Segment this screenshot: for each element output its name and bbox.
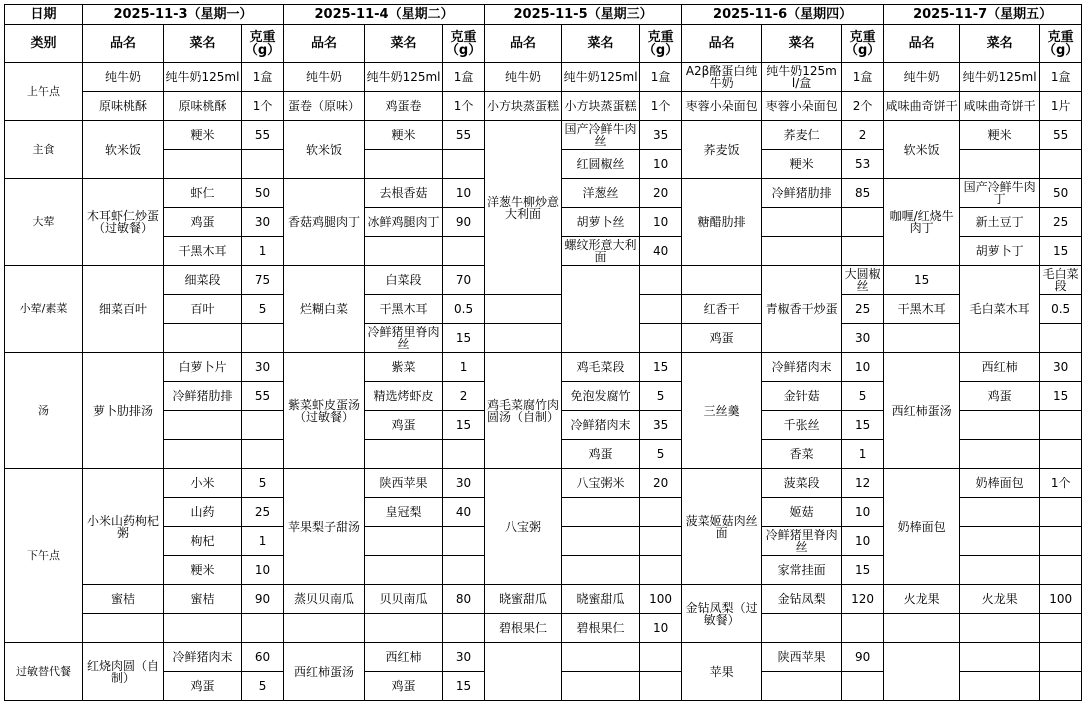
date-friday: 2025-11-7（星期五） (884, 5, 1082, 25)
weight-cell: 85 (842, 179, 884, 208)
dish-cell: 三丝羹 (682, 353, 762, 469)
weight-cell (242, 440, 284, 469)
weight-cell: 30 (443, 469, 485, 498)
weight-cell: 2 (842, 121, 884, 150)
dish-cell: 咖喱/红烧牛肉丁 (884, 179, 960, 266)
dish-cell (83, 614, 164, 643)
weight-cell (443, 237, 485, 266)
ingredient-cell (164, 411, 242, 440)
category-morning-snack: 上午点 (5, 63, 83, 121)
ingredient-cell: 鸡蛋 (682, 324, 762, 353)
ingredient-cell: 纯牛奶125ml (562, 63, 640, 92)
ingredient-cell: 山药 (164, 498, 242, 527)
weight-cell (682, 266, 762, 295)
ingredient-cell: 原味桃酥 (164, 92, 242, 121)
ingredient-header: 菜名 (164, 25, 242, 63)
dish-cell: 木耳虾仁炒蛋（过敏餐） (83, 179, 164, 266)
dish-cell: 蜜桔 (83, 585, 164, 614)
ingredient-cell: 干黑木耳 (365, 295, 443, 324)
weight-cell: 55 (1040, 121, 1082, 150)
ingredient-cell: 鸡蛋 (365, 411, 443, 440)
dish-cell: 晓蜜甜瓜 (485, 585, 562, 614)
weight-cell (842, 672, 884, 701)
ingredient-cell: 粳米 (164, 556, 242, 585)
dish-cell (884, 614, 960, 643)
weight-cell: 5 (640, 382, 682, 411)
dish-cell: 小方块蒸蛋糕 (485, 92, 562, 121)
ingredient-cell (365, 527, 443, 556)
weight-cell (1040, 527, 1082, 556)
ingredient-cell: 新土豆丁 (960, 208, 1040, 237)
dish-cell: 苹果 (682, 643, 762, 701)
weight-cell: 35 (640, 121, 682, 150)
weight-cell: 50 (1040, 179, 1082, 208)
weight-cell: 1 (242, 237, 284, 266)
date-monday: 2025-11-3（星期一） (83, 5, 284, 25)
ingredient-cell (762, 672, 842, 701)
date-label: 日期 (5, 5, 83, 25)
ingredient-cell: 陕西苹果 (762, 643, 842, 672)
category-meat: 大荤 (5, 179, 83, 266)
ingredient-cell: 红圆椒丝 (562, 150, 640, 179)
ingredient-cell: 精选烤虾皮 (365, 382, 443, 411)
category-afternoon-snack: 下午点 (5, 469, 83, 643)
weight-cell: 15 (443, 411, 485, 440)
ingredient-cell: 鸡蛋 (562, 440, 640, 469)
dish-cell: 蒸贝贝南瓜 (284, 585, 365, 614)
weight-cell (242, 324, 284, 353)
weight-header: 克重（g） (242, 25, 284, 63)
weight-cell: 5 (242, 672, 284, 701)
ingredient-cell: 千张丝 (762, 411, 842, 440)
weight-cell: 30 (242, 208, 284, 237)
weight-cell (242, 614, 284, 643)
ingredient-cell (960, 672, 1040, 701)
dish-header: 品名 (884, 25, 960, 63)
ingredient-cell: 去根香菇 (365, 179, 443, 208)
ingredient-cell: 碧根果仁 (562, 614, 640, 643)
dish-cell (884, 643, 960, 701)
ingredient-cell: 香菜 (762, 440, 842, 469)
ingredient-cell: 粳米 (164, 121, 242, 150)
dish-header: 品名 (485, 25, 562, 63)
ingredient-cell: 纯牛奶125ml (164, 63, 242, 92)
dish-cell: 青椒香干炒蛋 (762, 266, 842, 353)
category-staple: 主食 (5, 121, 83, 179)
weight-cell (842, 237, 884, 266)
ingredient-cell (365, 237, 443, 266)
weight-header: 克重（g） (1040, 25, 1082, 63)
weight-cell: 15 (443, 324, 485, 353)
weight-cell (1040, 643, 1082, 672)
dish-header: 品名 (284, 25, 365, 63)
weight-cell: 53 (842, 150, 884, 179)
category-allergy: 过敏替代餐 (5, 643, 83, 701)
weight-cell: 55 (242, 121, 284, 150)
dish-cell: 西红柿蛋汤 (884, 353, 960, 469)
category-veg: 小荤/素菜 (5, 266, 83, 353)
weight-cell: 50 (242, 179, 284, 208)
ingredient-cell (485, 295, 562, 324)
ingredient-cell (365, 440, 443, 469)
dish-cell: 枣蓉小朵面包 (682, 92, 762, 121)
weight-cell: 0.5 (443, 295, 485, 324)
dish-cell: 糖醋肋排 (682, 179, 762, 266)
ingredient-cell (960, 498, 1040, 527)
weight-cell (1040, 614, 1082, 643)
menu-sheet (4, 4, 1086, 701)
ingredient-cell (960, 556, 1040, 585)
weight-cell (443, 614, 485, 643)
weight-cell: 30 (1040, 353, 1082, 382)
ingredient-cell (365, 614, 443, 643)
dish-cell: 西红柿蛋汤 (284, 643, 365, 701)
weight-header: 克重（g） (842, 25, 884, 63)
ingredient-cell: 冷鲜猪肋排 (762, 179, 842, 208)
ingredient-cell (960, 411, 1040, 440)
ingredient-cell: 枣蓉小朵面包 (762, 92, 842, 121)
weight-cell: 25 (1040, 208, 1082, 237)
weight-cell: 15 (443, 672, 485, 701)
weight-cell (443, 440, 485, 469)
dish-cell: 碧根果仁 (485, 614, 562, 643)
ingredient-cell: 纯牛奶125ml (960, 63, 1040, 92)
weight-cell (242, 150, 284, 179)
dish-cell: 苹果梨子甜汤 (284, 469, 365, 585)
ingredient-cell (562, 556, 640, 585)
ingredient-header: 菜名 (562, 25, 640, 63)
ingredient-cell: 枸杞 (164, 527, 242, 556)
dish-cell (485, 643, 562, 701)
dish-cell: 原味桃酥 (83, 92, 164, 121)
ingredient-cell (562, 643, 640, 672)
ingredient-cell: 大圆椒丝 (842, 266, 884, 295)
ingredient-cell: 鸡毛菜段 (562, 353, 640, 382)
ingredient-cell: 鸡蛋 (164, 672, 242, 701)
weight-cell: 1 (842, 440, 884, 469)
weight-cell: 80 (443, 585, 485, 614)
ingredient-cell (762, 614, 842, 643)
dish-cell: 萝卜肋排汤 (83, 353, 164, 469)
ingredient-cell (960, 440, 1040, 469)
weight-cell (640, 556, 682, 585)
ingredient-cell (164, 614, 242, 643)
ingredient-cell (485, 324, 562, 353)
ingredient-cell: 西红柿 (365, 643, 443, 672)
ingredient-cell: 冷鲜猪肉末 (164, 643, 242, 672)
weight-cell: 10 (640, 614, 682, 643)
weight-cell: 20 (640, 179, 682, 208)
ingredient-cell (960, 527, 1040, 556)
ingredient-cell: 陕西苹果 (365, 469, 443, 498)
weight-cell: 40 (443, 498, 485, 527)
weight-cell: 1 (242, 527, 284, 556)
dish-cell: 菠菜姬菇肉丝面 (682, 469, 762, 585)
ingredient-cell: 小方块蒸蛋糕 (562, 92, 640, 121)
ingredient-cell: 冷鲜猪肉末 (762, 353, 842, 382)
weight-cell: 15 (1040, 382, 1082, 411)
ingredient-cell (884, 324, 960, 353)
dish-cell: 洋葱牛柳炒意大利面 (485, 121, 562, 295)
ingredient-cell (960, 643, 1040, 672)
ingredient-cell (640, 266, 682, 295)
weight-cell: 30 (842, 324, 884, 353)
weight-cell: 10 (242, 556, 284, 585)
ingredient-cell: 荞麦仁 (762, 121, 842, 150)
weight-cell: 70 (443, 266, 485, 295)
ingredient-cell: 鸡蛋 (164, 208, 242, 237)
weight-cell: 1个 (242, 92, 284, 121)
ingredient-header: 菜名 (762, 25, 842, 63)
ingredient-cell: 皇冠梨 (365, 498, 443, 527)
ingredient-cell: 小米 (164, 469, 242, 498)
weight-cell (640, 643, 682, 672)
weight-cell: 90 (842, 643, 884, 672)
ingredient-cell: 粳米 (365, 121, 443, 150)
weight-cell (842, 614, 884, 643)
weight-cell (640, 295, 682, 324)
ingredient-cell: 纯牛奶125ml (365, 63, 443, 92)
ingredient-cell: 金钻凤梨 (762, 585, 842, 614)
dish-cell: 奶棒面包 (884, 469, 960, 585)
ingredient-cell: 粳米 (762, 150, 842, 179)
weight-cell: 2 (443, 382, 485, 411)
weight-cell: 10 (640, 208, 682, 237)
dish-cell: 纯牛奶 (884, 63, 960, 92)
weight-cell: 1盒 (242, 63, 284, 92)
dish-header: 品名 (682, 25, 762, 63)
weight-cell (1040, 498, 1082, 527)
dish-cell: 软米饭 (83, 121, 164, 179)
ingredient-cell: 贝贝南瓜 (365, 585, 443, 614)
weight-cell: 10 (842, 498, 884, 527)
ingredient-cell: 白菜段 (365, 266, 443, 295)
ingredient-cell: 菠菜段 (762, 469, 842, 498)
ingredient-cell: 百叶 (164, 295, 242, 324)
ingredient-cell (164, 150, 242, 179)
weight-cell: 1个 (443, 92, 485, 121)
weight-cell: 10 (443, 179, 485, 208)
weight-cell (640, 498, 682, 527)
weight-cell: 1盒 (443, 63, 485, 92)
ingredient-cell: 紫菜 (365, 353, 443, 382)
weight-cell: 60 (242, 643, 284, 672)
weight-cell: 10 (842, 353, 884, 382)
weight-cell (842, 208, 884, 237)
date-wednesday: 2025-11-5（星期三） (485, 5, 682, 25)
ingredient-cell: 螺纹形意大利面 (562, 237, 640, 266)
dish-cell: 火龙果 (884, 585, 960, 614)
weight-cell (1040, 150, 1082, 179)
date-tuesday: 2025-11-4（星期二） (284, 5, 485, 25)
weight-cell (1040, 556, 1082, 585)
weight-cell: 75 (242, 266, 284, 295)
ingredient-cell (164, 440, 242, 469)
weight-cell: 5 (640, 440, 682, 469)
weight-cell: 5 (242, 295, 284, 324)
dish-cell: 纯牛奶 (284, 63, 365, 92)
weekly-menu-table (4, 4, 1082, 701)
dish-cell: 红烧肉圆（自制） (83, 643, 164, 701)
weight-cell (443, 556, 485, 585)
dish-cell: 软米饭 (284, 121, 365, 179)
ingredient-cell: 咸味曲奇饼干 (960, 92, 1040, 121)
weight-cell (443, 150, 485, 179)
ingredient-header: 菜名 (365, 25, 443, 63)
ingredient-cell (762, 237, 842, 266)
ingredient-cell: 国产冷鲜牛肉丁 (960, 179, 1040, 208)
weight-cell: 40 (640, 237, 682, 266)
weight-cell: 12 (842, 469, 884, 498)
ingredient-cell: 火龙果 (960, 585, 1040, 614)
ingredient-cell (960, 614, 1040, 643)
weight-cell: 1个 (640, 92, 682, 121)
ingredient-cell (562, 527, 640, 556)
weight-cell: 1盒 (640, 63, 682, 92)
weight-cell: 15 (842, 411, 884, 440)
dish-cell: 金钻凤梨（过敏餐） (682, 585, 762, 643)
ingredient-cell (762, 208, 842, 237)
weight-cell (1040, 324, 1082, 353)
weight-cell: 25 (242, 498, 284, 527)
weight-cell: 1个 (1040, 469, 1082, 498)
ingredient-cell: 晓蜜甜瓜 (562, 585, 640, 614)
dish-cell: 软米饭 (884, 121, 960, 179)
weight-cell (443, 527, 485, 556)
weight-cell: 15 (1040, 237, 1082, 266)
weight-header: 克重（g） (640, 25, 682, 63)
ingredient-cell (365, 556, 443, 585)
weight-cell: 15 (640, 353, 682, 382)
weight-header: 克重（g） (443, 25, 485, 63)
ingredient-cell: 八宝粥米 (562, 469, 640, 498)
weight-cell: 2个 (842, 92, 884, 121)
ingredient-cell: 金针菇 (762, 382, 842, 411)
ingredient-cell: 干黑木耳 (164, 237, 242, 266)
dish-cell: 纯牛奶 (83, 63, 164, 92)
dish-cell: 蛋卷（原味） (284, 92, 365, 121)
weight-cell: 90 (242, 585, 284, 614)
ingredient-cell (562, 672, 640, 701)
ingredient-cell: 干黑木耳 (884, 295, 960, 324)
ingredient-cell: 蜜桔 (164, 585, 242, 614)
ingredient-cell (960, 150, 1040, 179)
dish-cell (562, 266, 640, 353)
ingredient-cell (562, 498, 640, 527)
dish-cell: 八宝粥 (485, 469, 562, 585)
weight-cell: 100 (640, 585, 682, 614)
dish-cell: 紫菜虾皮蛋汤（过敏餐） (284, 353, 365, 469)
weight-cell: 10 (640, 150, 682, 179)
ingredient-cell: 免泡发腐竹 (562, 382, 640, 411)
weight-cell: 25 (842, 295, 884, 324)
ingredient-cell: 冷鲜猪里脊肉丝 (762, 527, 842, 556)
weight-cell (242, 411, 284, 440)
ingredient-cell: 鸡蛋卷 (365, 92, 443, 121)
weight-cell: 1盒 (842, 63, 884, 92)
ingredient-cell: 奶棒面包 (960, 469, 1040, 498)
dish-cell: 香菇鸡腿肉丁 (284, 179, 365, 266)
dish-cell: 小米山药枸杞粥 (83, 469, 164, 585)
weight-cell: 0.5 (1040, 295, 1082, 324)
ingredient-cell (164, 324, 242, 353)
weight-cell (1040, 672, 1082, 701)
ingredient-cell: 西红柿 (960, 353, 1040, 382)
weight-cell: 20 (640, 469, 682, 498)
ingredient-cell: 鸡蛋 (365, 672, 443, 701)
weight-cell (1040, 411, 1082, 440)
weight-cell (640, 324, 682, 353)
dish-cell: 毛白菜木耳 (960, 266, 1040, 353)
weight-cell: 5 (242, 469, 284, 498)
weight-cell: 15 (884, 266, 960, 295)
ingredient-cell: 鸡蛋 (960, 382, 1040, 411)
ingredient-cell: 胡萝卜丝 (562, 208, 640, 237)
ingredient-cell: 胡萝卜丁 (960, 237, 1040, 266)
ingredient-cell: 细菜段 (164, 266, 242, 295)
weight-cell (640, 527, 682, 556)
weight-cell: 120 (842, 585, 884, 614)
weight-cell: 55 (443, 121, 485, 150)
ingredient-cell: 红香干 (682, 295, 762, 324)
ingredient-header: 菜名 (960, 25, 1040, 63)
weight-cell: 30 (443, 643, 485, 672)
category-soup: 汤 (5, 353, 83, 469)
dish-cell: 细菜百叶 (83, 266, 164, 353)
category-header: 类别 (5, 25, 83, 63)
ingredient-cell: 毛白菜段 (1040, 266, 1082, 295)
ingredient-cell: 冰鲜鸡腿肉丁 (365, 208, 443, 237)
ingredient-cell (365, 150, 443, 179)
weight-cell: 35 (640, 411, 682, 440)
weight-cell: 5 (842, 382, 884, 411)
dish-cell (284, 614, 365, 643)
ingredient-cell: 虾仁 (164, 179, 242, 208)
dish-cell: 鸡毛菜腐竹肉圆汤（自制） (485, 353, 562, 469)
weight-cell (640, 672, 682, 701)
weight-cell: 90 (443, 208, 485, 237)
dish-cell: 咸味曲奇饼干 (884, 92, 960, 121)
dish-cell: 烂糊白菜 (284, 266, 365, 353)
ingredient-cell: 冷鲜猪里脊肉丝 (365, 324, 443, 353)
weight-cell: 1片 (1040, 92, 1082, 121)
ingredient-cell: 纯牛奶125ml/盒 (762, 63, 842, 92)
ingredient-cell: 白萝卜片 (164, 353, 242, 382)
ingredient-cell: 姬菇 (762, 498, 842, 527)
weight-cell: 30 (242, 353, 284, 382)
weight-cell (1040, 440, 1082, 469)
weight-cell: 1盒 (1040, 63, 1082, 92)
ingredient-cell: 家常挂面 (762, 556, 842, 585)
ingredient-cell: 冷鲜猪肉末 (562, 411, 640, 440)
weight-cell: 55 (242, 382, 284, 411)
dish-header: 品名 (83, 25, 164, 63)
dish-cell: 纯牛奶 (485, 63, 562, 92)
weight-cell: 100 (1040, 585, 1082, 614)
ingredient-cell: 粳米 (960, 121, 1040, 150)
weight-cell: 1 (443, 353, 485, 382)
ingredient-cell: 洋葱丝 (562, 179, 640, 208)
ingredient-cell: 国产冷鲜牛肉丝 (562, 121, 640, 150)
weight-cell: 10 (842, 527, 884, 556)
date-thursday: 2025-11-6（星期四） (682, 5, 884, 25)
weight-cell: 15 (842, 556, 884, 585)
ingredient-cell: 冷鲜猪肋排 (164, 382, 242, 411)
dish-cell: A2β酪蛋白纯牛奶 (682, 63, 762, 92)
dish-cell: 荞麦饭 (682, 121, 762, 179)
